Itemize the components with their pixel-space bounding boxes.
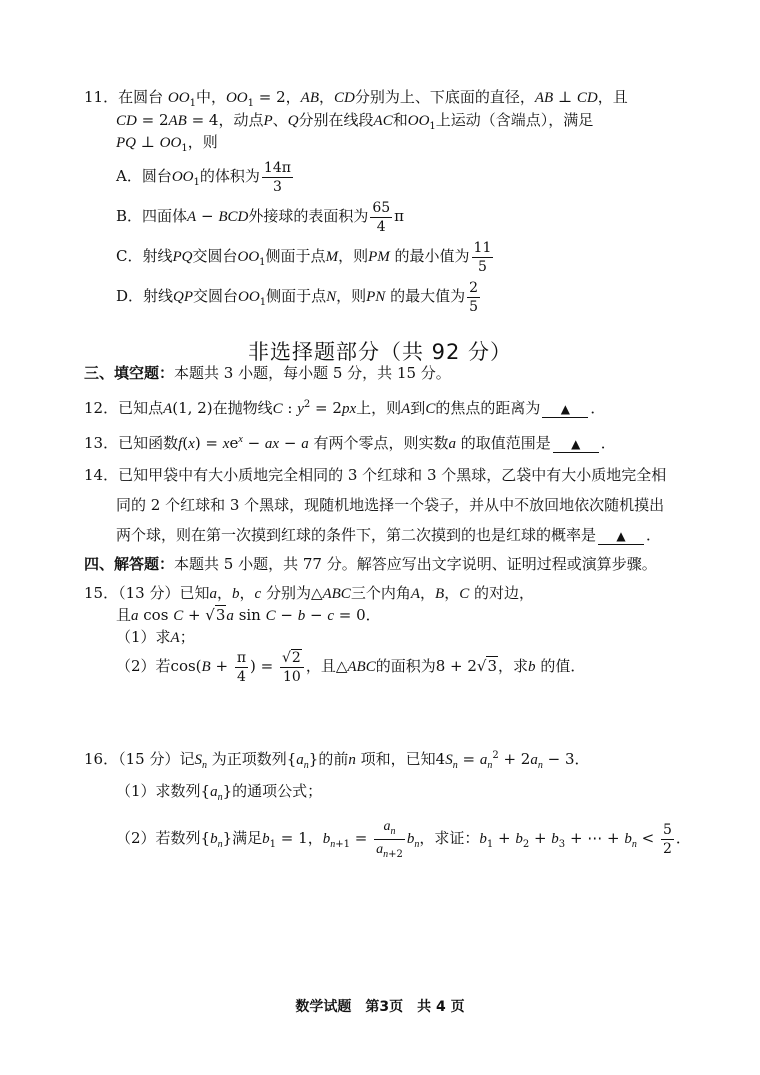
q12-answer-blank[interactable]: ▲ (542, 401, 588, 418)
q14-line1: 14．已知甲袋中有大小质地完全相同的 3 个红球和 3 个黑球，乙袋中有大小质地完全相 (84, 466, 667, 484)
section-solution-header: 四、解答题：本题共 5 小题，共 77 分。解答应写出文字说明、证明过程或演算步骤。 (84, 555, 657, 573)
q16-part1: （1）求数列$\{a_n\}$的通项公式； (116, 782, 323, 803)
q11-option-d: D．射线QP交圆台$OO_1$侧面于点N，则PN 的最大值为 $\frac{2}{5}$ (116, 279, 479, 315)
q11-option-a: A．圆台$OO_1$的体积为 $\frac{14\pi}{3}$ (116, 159, 291, 195)
q15-line2: 且a cos C + √3a sin C − b − c = 0． (116, 606, 381, 624)
q16-line1: 16．（15 分）记$S_n$ 为正项数列$\{a_n\}$的前n 项和，已知$4S_n = a_n^2 + 2a_n - 3$． (84, 750, 590, 771)
q11-option-c: C．射线PQ交圆台$OO_1$侧面于点M，则PM 的最小值为 $\frac{11}{5}$ (116, 239, 492, 275)
q13-answer-blank[interactable]: ▲ (553, 436, 599, 453)
q13: 13．已知函数$f(x) = xe^x$ − ax − a 有两个零点，则实数a 的取值范围是 ▲ ． (84, 434, 616, 452)
q15-part2: （2）若cos(B + $\frac{\pi}{4}$ ) = $\frac{√2}{10}$ ，且△ABC的面积为8 + 2√3，求b 的值． (116, 649, 586, 685)
q14-answer-blank[interactable]: ▲ (598, 528, 644, 545)
q11-option-b: B．四面体A − BCD外接球的表面积为 $\frac{65}{4}$ π (116, 199, 405, 235)
q16-part2: （2）若数列$\{b_n\}$满足$b_1 = 1$，$b_{n+1}$ = $\frac{a_n}{a_{n+2}}$ $b_n$，求证：$b_1 + b_2 + b_3$ + ⋯ + $b_n$ < $\frac{5}{2}$ ． (116, 818, 691, 860)
q11-line1: 11．在圆台 $OO_1$中，$OO_1 = 2$，AB，CD分别为上、下底面的直径，AB ⊥ CD，且 (84, 88, 628, 109)
q14-line2: 同的 2 个红球和 3 个黑球，现随机地选择一个袋子，并从中不放回地依次随机摸出 (116, 496, 665, 514)
section-fill-blank-header: 三、填空题：本题共 3 小题，每小题 5 分，共 15 分。 (84, 364, 451, 382)
q15-part1: （1）求A； (116, 628, 195, 646)
q12: 12．已知点A(1, 2)在抛物线C : $y^2 = 2px$上，则A到C的焦点的距离为 ▲ ． (84, 399, 606, 417)
section-title: 非选择题部分（共 92 分） (247, 340, 513, 364)
q11-line3: PQ ⊥ $OO_1$，则 (116, 133, 218, 154)
page-footer: 数学试题 第3页 共 4 页 (295, 999, 465, 1015)
q14-line3: 两个球，则在第一次摸到红球的条件下，第二次摸到的也是红球的概率是 ▲ ． (116, 526, 662, 544)
q15-line1: 15．（13 分）已知a，b，c 分别为△ABC三个内角A，B，C 的对边， (84, 584, 535, 602)
q11-line2: CD = 2AB = 4，动点P、Q分别在线段AC和$OO_1$上运动（含端点），满足 (116, 111, 594, 132)
